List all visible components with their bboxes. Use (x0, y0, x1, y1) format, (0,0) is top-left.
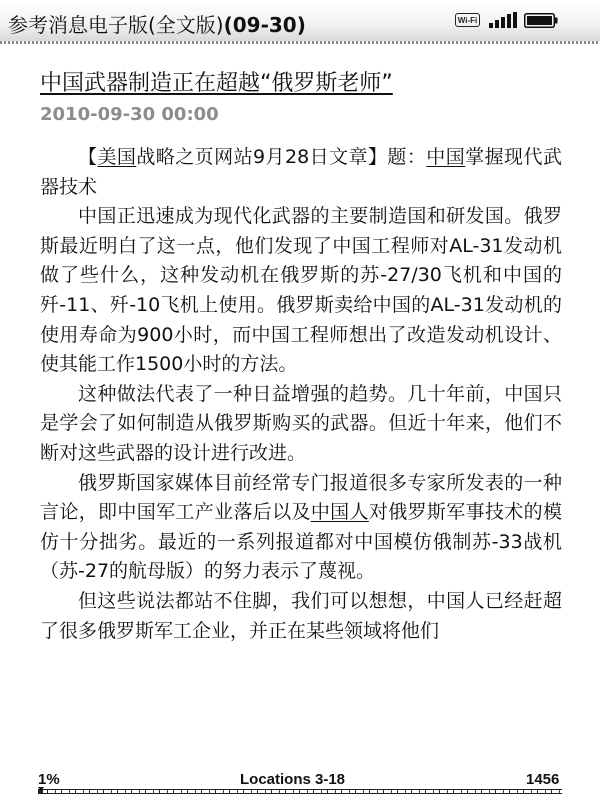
article-title[interactable]: 中国武器制造正在超越“俄罗斯老师” (40, 71, 393, 96)
progress-bar[interactable] (38, 789, 562, 794)
battery-icon (524, 13, 558, 28)
paragraph-1 (40, 143, 562, 202)
paragraph-4-start: 俄罗斯国家媒体目前经常专门报道很多专家所发表的一种言论，即中国军工产业落后以及 (40, 471, 562, 524)
book-title (8, 9, 306, 38)
paragraph-2: 中国正迅速成为现代化武器的主要制造国和研发国。俄罗斯最近明白了这一点，他们发现了中国工程师对AL-31发动机做了些什么，这种发动机在俄罗斯的苏-27/30飞机和中国的歼-11、歼-10飞机上使用。俄罗斯卖给中国的AL-31发动机的使用寿命为900小时，而中国工程师想出了改造发动机设计、使其能工作1500小时的方法。 (40, 205, 562, 376)
percent-read: 1% (38, 771, 60, 788)
headline-tail: 掌握现代武器技术 (40, 146, 562, 198)
location-range: Locations 3-18 (240, 771, 346, 788)
article-date: 2010-09-30 00:00 (40, 104, 219, 125)
reading-footer (0, 766, 600, 800)
link-usa[interactable]: 美国 (97, 146, 137, 168)
book-title-date: (09-30) (223, 13, 306, 37)
wifi-icon: Wi-Fi (455, 13, 480, 27)
paragraph-5: 但这些说法都站不住脚，我们可以想想，中国人已经赶超了很多俄罗斯军工企业，并正在某些领域将他们 (40, 589, 562, 642)
progress-marker-icon (38, 787, 44, 791)
paragraph-3: 这种做法代表了一种日益增强的趋势。几十年前，中国只是学会了如何制造从俄罗斯购买的武器。但近十年来，他们不断对这些武器的设计进行改进。 (40, 382, 562, 464)
paragraph-4 (40, 469, 562, 587)
source-line: 战略之页网站9月28日文章】题： (136, 146, 427, 168)
bracket-open: 【 (78, 146, 98, 168)
link-chinese-people[interactable]: 中国人 (310, 501, 369, 524)
book-title-name: 参考消息电子版(全文版) (8, 13, 224, 37)
total-locations: 1456 (526, 771, 560, 788)
paragraph-4-end: 对俄罗斯军事技术的模仿十分拙劣。最近的一系列报道都对中国模仿俄制苏-33战机（苏-27的航母版）的努力表示了蔑视。 (40, 501, 562, 583)
article-body (40, 143, 562, 646)
link-china[interactable]: 中国 (426, 146, 466, 168)
signal-strength-icon (488, 12, 518, 28)
status-bar (0, 0, 600, 44)
